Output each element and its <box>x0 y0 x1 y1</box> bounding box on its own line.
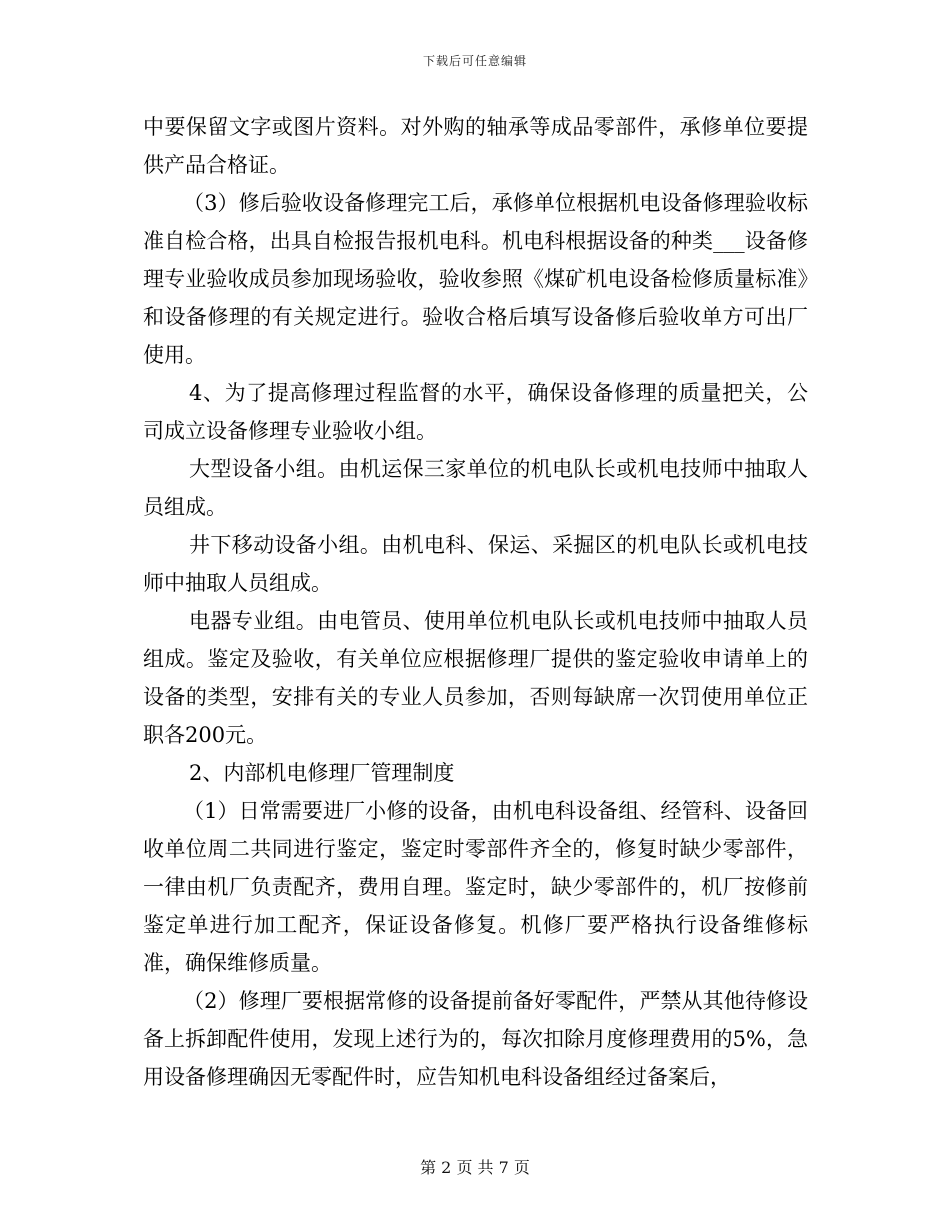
paragraph-acceptance-group: 4、为了提高修理过程监督的水平，确保设备修理的质量把关，公司成立设备修理专业验收小组。 <box>143 381 808 443</box>
paragraph-mobile-equipment-group: 井下移动设备小组。由机电科、保运、采掘区的机电队长或机电技师中抽取人员组成。 <box>143 533 808 595</box>
paragraph-daily-repair: （1）日常需要进厂小修的设备，由机电科设备组、经管科、设备回收单位周二共同进行鉴定，鉴定时零部件齐全的，修复时缺少零部件，一律由机厂负责配齐，费用自理。鉴定时，缺少零部件的，机厂按修前鉴定单进行加工配齐，保证设备修复。机修厂要严格执行设备维修标准，确保维修质量。 <box>143 799 808 975</box>
paragraph-continuation: 中要保留文字或图片资料。对外购的轴承等成品零部件，承修单位要提供产品合格证。 <box>143 115 808 177</box>
page-header: 下载后可任意编辑 <box>422 54 527 68</box>
paragraph-acceptance-after-repair: （3）修后验收设备修理完工后，承修单位根据机电设备修理验收标准自检合格，出具自检报告报机电科。机电科根据设备的种类___设备修理专业验收成员参加现场验收，验收参照《煤矿机电设备检修质量标准》和设备修理的有关规定进行。验收合格后填写设备修后验收单方可出厂使用。 <box>143 191 808 367</box>
paragraph-spare-parts: （2）修理厂要根据常修的设备提前备好零配件，严禁从其他待修设备上拆卸配件使用，发现上述行为的，每次扣除月度修理费用的5%，急用设备修理确因无零配件时，应告知机电科设备组经过备案后， <box>143 989 808 1089</box>
paragraph-electrical-group: 电器专业组。由电管员、使用单位机电队长或机电技师中抽取人员组成。鉴定及验收，有关单位应根据修理厂提供的鉴定验收申请单上的设备的类型，安排有关的专业人员参加，否则每缺席一次罚使用单位正职各200元。 <box>143 609 808 747</box>
document-body <box>143 108 808 1096</box>
page-number: 第 2 页 共 7 页 <box>420 1158 530 1177</box>
section-heading-internal-repair: 2、内部机电修理厂管理制度 <box>189 761 455 785</box>
paragraph-large-equipment-group: 大型设备小组。由机运保三家单位的机电队长或机电技师中抽取人员组成。 <box>143 457 808 519</box>
